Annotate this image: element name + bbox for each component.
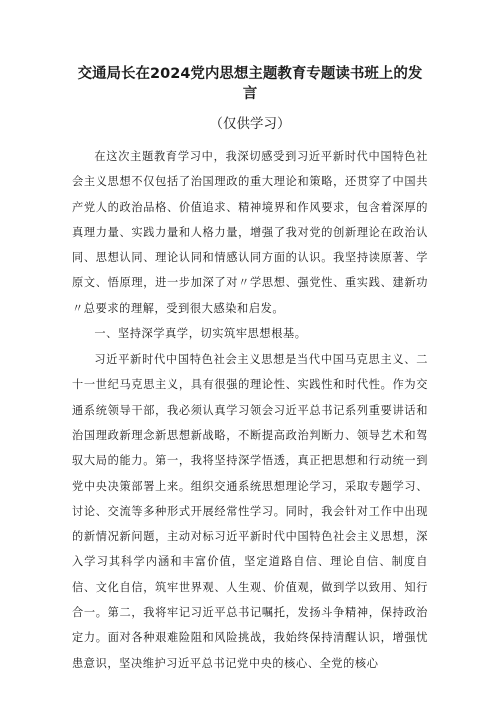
document-title: 交通局长在2024党内思想主题教育专题读书班上的发言 — [77, 66, 423, 102]
paragraph-section-1: 习近平新时代中国特色社会主义思想是当代中国马克思主义、二十一世纪马克思主义，具有很强的理论性、实践性和时代性。作为交通系统领导干部，我必须认真学习领会习近平总书记系列重要讲话和治国理政新理念新思想新战略，不断提高政治判断力、领导艺术和驾驭大局的能力。第一，我将坚持深学悟透，真正把思想和行动统一到党中央决策部署上来。组织交通系统思想理论学习，采取专题学习、讨论、交流等多种形式开展经常性学习。同时，我会针对工作中出现的新情况新问题，主动对标习近平新时代中国特色社会主义思想，深入学习其科学内涵和丰富价值，坚定道路自信、理论自信、制度自信、文化自信，筑牢世界观、人生观、价值观，做到学以致用、知行合一。第二，我将牢记习近平总书记嘱托，发扬斗争精神，保持政治定力。面对各种艰难险阻和风险挑战，我始终保持清醒认识，增强忧患意识，坚决维护习近平总书记党中央的核心、全党的核心 — [72, 353, 428, 670]
document-subtitle: （仅供学习） — [209, 116, 291, 132]
section-heading-1: 一、坚持深学真学，切实筑牢思想根基。 — [94, 327, 307, 341]
document-body — [72, 144, 428, 676]
paragraph-intro: 在这次主题教育学习中，我深切感受到习近平新时代中国特色社会主义思想不仅包括了治国理政的重大理论和策略，还贯穿了中国共产党人的政治品格、价值追求、精神境界和作风要求，包含着深厚的真理力量、实践力量和人格力量，增强了我对党的创新理论在政治认同、思想认同、理论认同和情感认同方面的认识。我坚持读原著、学原文、悟原理，进一步加深了对〃学思想、强党性、重实践、建新功〃总要求的理解，受到很大感染和启发。 — [72, 150, 428, 315]
